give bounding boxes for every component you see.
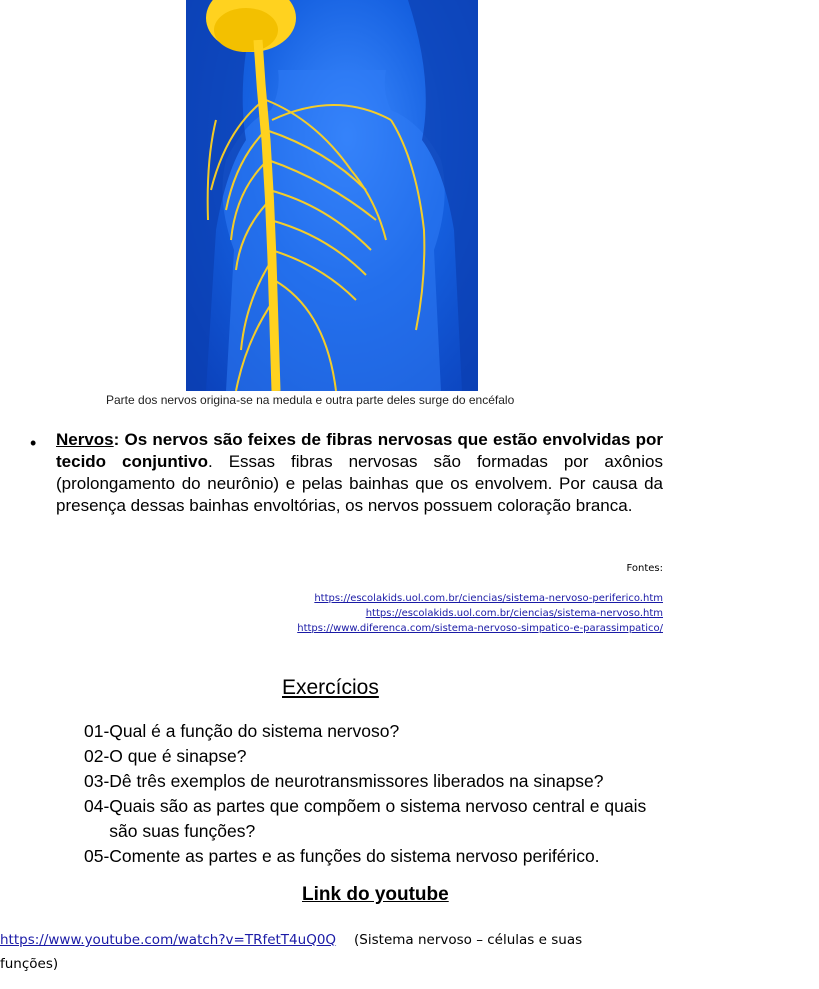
source-link[interactable]: https://escolakids.uol.com.br/ciencias/sistema-nervoso.htm: [365, 608, 663, 619]
youtube-line: [0, 928, 640, 976]
exercise-item: [84, 769, 654, 794]
exercises-list: [84, 719, 654, 869]
figure-caption: Parte dos nervos origina-se na medula e outra parte deles surge do encéfalo: [106, 393, 515, 407]
exercise-number: 04-: [84, 796, 110, 816]
source-link[interactable]: https://www.diferenca.com/sistema-nervoso-simpatico-e-parassimpatico/: [297, 623, 663, 634]
exercise-text: Quais são as partes que compõem o sistema nervoso central e quais são suas funções?: [109, 796, 647, 841]
exercise-text: O que é sinapse?: [109, 746, 247, 766]
exercise-item: [84, 719, 654, 744]
paragraph-text: . Essas fibras nervosas são formadas por axônios (prolongamento do neurônio) e pelas bainhas que os envolvem. Por causa da presença dessas bainhas envoltórias, os nervos possuem coloração branca.: [56, 452, 663, 515]
youtube-title: Link do youtube: [302, 884, 449, 905]
nervous-system-image: [186, 0, 478, 391]
exercise-item: [84, 794, 654, 844]
keyword-nervos: Nervos: [56, 430, 114, 449]
paragraph-bold-text: : Os nervos são feixes de fibras nervosas que estão envolvidas por tecido conjuntivo: [56, 430, 663, 471]
exercise-number: 02-: [84, 746, 110, 766]
youtube-description: (Sistema nervoso – células e suas funções): [0, 932, 583, 972]
exercises-title: Exercícios: [282, 676, 379, 699]
sources-label: Fontes:: [626, 563, 663, 574]
nervous-system-illustration: [186, 0, 478, 391]
sources-block: [297, 561, 663, 636]
exercise-text: Comente as partes e as funções do sistema nervoso periférico.: [109, 846, 600, 866]
exercise-text: Qual é a função do sistema nervoso?: [109, 721, 400, 741]
youtube-link[interactable]: https://www.youtube.com/watch?v=TRfetT4uQ0Q: [0, 932, 337, 948]
exercise-item: [84, 844, 654, 869]
exercise-item: [84, 744, 654, 769]
nervos-paragraph: [56, 429, 663, 517]
bullet-dot: •: [30, 433, 37, 453]
exercise-text: Dê três exemplos de neurotransmissores liberados na sinapse?: [109, 771, 604, 791]
exercise-number: 01-: [84, 721, 110, 741]
source-link[interactable]: https://escolakids.uol.com.br/ciencias/sistema-nervoso-periferico.htm: [314, 593, 663, 604]
exercise-number: 03-: [84, 771, 110, 791]
exercise-number: 05-: [84, 846, 110, 866]
